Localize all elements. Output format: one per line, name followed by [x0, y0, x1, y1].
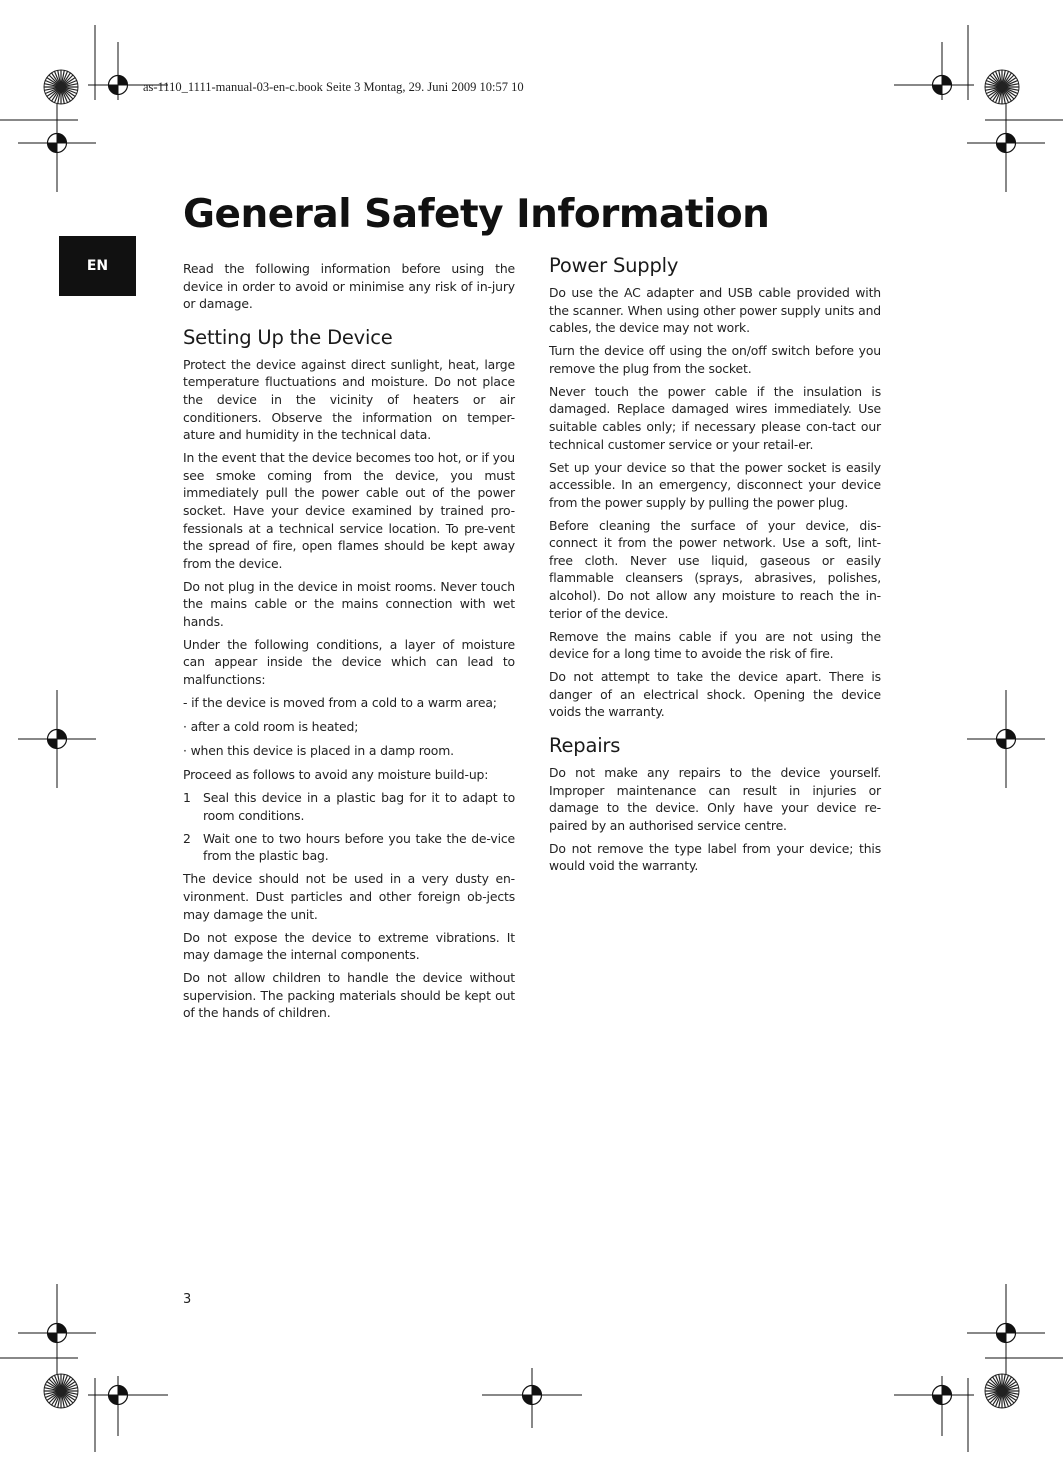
paragraph: Proceed as follows to avoid any moisture build-up:: [183, 767, 489, 783]
section-heading-setup: Setting Up the Device: [183, 325, 393, 349]
intro-paragraph: Read the following information before using the device in order to avoid or minimise any risk of in-jury or damage.: [183, 261, 515, 312]
paragraph: Do use the AC adapter and USB cable provided with the scanner. When using other power supply units and cables, the device may not work.: [549, 285, 881, 336]
file-header: as-1110_1111-manual-03-en-c.book Seite 3 Montag, 29. Juni 2009 10:57 10: [143, 80, 524, 94]
page-number: 3: [183, 1292, 192, 1307]
paragraph: In the event that the device becomes too hot, or if you see smoke coming from the device, you must immediately pull the power cable out of the power socket. Have your device examined by trained pro-fessionals at a technical service location. To pre-vent the spread of fire, open flames should be kept away from the device.: [183, 450, 515, 571]
step-item: [183, 830, 515, 865]
step-text: Seal this device in a plastic bag for it to adapt to room conditions.: [203, 790, 515, 823]
paragraph: Do not attempt to take the device apart. There is danger of an electrical shock. Opening the device voids the warranty.: [549, 669, 881, 720]
paragraph: Under the following conditions, a layer of moisture can appear inside the device which can lead to malfunctions:: [183, 636, 515, 688]
section-heading-power: Power Supply: [549, 254, 679, 277]
step-number: 1: [183, 790, 191, 806]
left-column: [183, 260, 515, 1027]
paragraph: Do not plug in the device in moist rooms. Never touch the mains cable or the mains connection with wet hands.: [183, 578, 515, 629]
language-tab: EN: [59, 236, 136, 296]
paragraph: Turn the device off using the on/off switch before you remove the plug from the socket.: [549, 343, 881, 376]
paragraph: Do not allow children to handle the device without supervision. The packing materials should be kept out of the hands of children.: [183, 970, 515, 1021]
paragraph: Remove the mains cable if you are not using the device for a long time to avoide the risk of fire.: [549, 628, 881, 662]
paragraph: Set up your device so that the power socket is easily accessible. In an emergency, disconnect your device from the power supply by pulling the power plug.: [549, 459, 881, 510]
condition-item: · after a cold room is heated;: [183, 719, 359, 735]
paragraph: Do not remove the type label from your device; this would void the warranty.: [549, 840, 881, 874]
paragraph: Do not expose the device to extreme vibrations. It may damage the internal components.: [183, 929, 515, 963]
step-item: [183, 789, 515, 824]
condition-item: · when this device is placed in a damp room.: [183, 743, 454, 759]
condition-item: - if the device is moved from a cold to a warm area;: [183, 695, 497, 711]
paragraph: The device should not be used in a very dusty en-vironment. Dust particles and other foreign ob-jects may damage the unit.: [183, 871, 515, 922]
section-heading-repairs: Repairs: [549, 734, 621, 757]
paragraph: Protect the device against direct sunlight, heat, large temperature fluctuations and moisture. Do not place the device in the vicinity of heaters or air conditioners. Observe the information on temper-ature and humidity in the technical data.: [183, 356, 515, 443]
page-title: General Safety Information: [183, 192, 770, 237]
paragraph: Before cleaning the surface of your device, dis-connect it from the power network. Use a soft, lint-free cloth. Never use liquid, gaseous or easily flammable cleansers (sprays, abrasives, polishes, alcohol). Do not allow any moisture to reach the in-terior of the device.: [549, 517, 881, 621]
paragraph: Do not make any repairs to the device yourself. Improper maintenance can result in injuries or damage to the device. Only have your device re-paired by an authorised service centre.: [549, 765, 881, 833]
paragraph: Never touch the power cable if the insulation is damaged. Replace damaged wires immediately. Use suitable cables only; if necessary please con-tact our technical customer service or your retail-er.: [549, 383, 881, 452]
step-number: 2: [183, 830, 191, 846]
step-text: Wait one to two hours before you take the de-vice from the plastic bag.: [203, 830, 515, 864]
right-column: [549, 254, 881, 880]
